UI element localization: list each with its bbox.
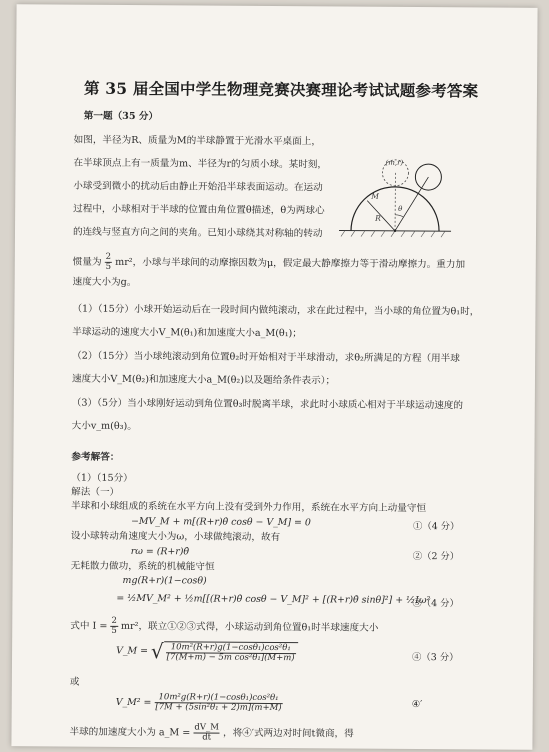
- question-1: 半球运动的速度大小V_M(θ₁)和加速度大小a_M(θ₁)；: [72, 326, 302, 340]
- page-title: 第 35 届全国中学生物理竞赛决赛理论考试试题参考答案: [83, 78, 479, 101]
- label-R: R: [375, 213, 381, 223]
- problem-line: 小球受到微小的扰动后由静止开始沿半球表面运动。在运动: [73, 180, 323, 194]
- label-mr: (m,r): [385, 158, 404, 167]
- label-M: M: [371, 191, 379, 201]
- label-theta: θ: [398, 204, 403, 213]
- hemisphere-diagram: [337, 150, 458, 247]
- question-1: （1）（15分）小球开始运动后在一段时间内做纯滚动，求在此过程中，当小球的角位置为θ₁时，: [72, 303, 480, 318]
- solution-text: 半球的加速度大小为 a_M = $\frac{dV\_M}{dt}$ ，将④′式两边对时间t微商，得: [69, 722, 354, 743]
- part-1-heading: （1）（15分）: [71, 472, 133, 485]
- reference-heading: 参考解答：: [71, 451, 120, 463]
- equation-2-number: ②（2 分）: [412, 550, 460, 563]
- equation-4-prime-number: ④′: [411, 698, 423, 711]
- question-2: （2）（15分）当小球纯滚动到角位置θ₂时开始相对于半球滑动，求θ₂所满足的方程（用半球: [72, 350, 460, 365]
- problem-line: [73, 253, 465, 275]
- problem-line: 在半球顶点上有一质量为m、半径为r的匀质小球。某时刻，: [73, 157, 328, 171]
- problem-heading: 第一题（35 分）: [83, 110, 159, 123]
- problem-line: 如图，半径为R、质量为M的半球静置于光滑水平桌面上，: [73, 134, 321, 148]
- problem-line: 过程中，小球相对于半球的位置由角位置θ描述，θ为两球心: [73, 203, 325, 217]
- equation-4: V_M = √ $\frac{\text{10m²(R+r)g(1−cosθ₁)cos²θ₁}}{\text{[7(M+m) − 5m cos²θ₁](M+m)}}$: [116, 639, 298, 664]
- problem-text: 惯量为: [72, 256, 102, 268]
- solution-text: 半球和小球组成的系统在水平方向上没有受到外力作用，系统在水平方向上动量守恒: [71, 500, 427, 515]
- question-3: 大小v_m(θ₃)。: [71, 420, 137, 433]
- solution-text: 或: [69, 676, 80, 688]
- question-2: 速度大小V_M(θ₂)和加速度大小a_M(θ₂)以及题给条件表示）；: [71, 373, 336, 387]
- inertia-fraction: $\frac{2}{5}$: [105, 251, 112, 272]
- answer-sheet-page: [11, 4, 537, 750]
- solution-text: 无耗散力做功，系统的机械能守恒: [70, 560, 215, 573]
- inertia-fraction-2: $\frac{2}{5}$: [111, 615, 117, 636]
- equation-4-number: ④（3 分）: [412, 651, 459, 664]
- equation-3-number: ③（4 分）: [412, 597, 459, 610]
- solution-text: 设小球转动角速度大小为ω，小球做纯滚动，故有: [70, 530, 281, 544]
- method-heading: 解法（一）: [71, 486, 120, 498]
- equation-4-prime: V_M² = $\frac{\text{10m²g(R+r)(1−cosθ₁)cos²θ₁}}{\text{[7M + (5sin²θ₁ + 2)m](m+M)}}$: [115, 692, 282, 714]
- equation-2: rω = (R+r)θ̇: [130, 546, 190, 558]
- equation-1-number: ①（4 分）: [412, 520, 460, 533]
- equation-1: −MV_M + m[(R+r)θ̇ cosθ − V_M] = 0: [130, 516, 311, 529]
- equation-3a: mg(R+r)(1−cosθ): [122, 574, 207, 587]
- problem-line: 的连线与竖直方向之间的夹角。已知小球绕其对称轴的转动: [72, 226, 323, 240]
- equation-3b: = ½MV_M² + ½m[[(R+r)θ̇ cosθ − V_M]² + [(R+r)θ̇ sinθ]²] + ½Iω²: [116, 592, 431, 607]
- solution-text: 式中 I = $\frac{2}{5}$ mr²，联立①②③式得，小球运动到角位置θ₁时半球速度大小: [70, 615, 379, 636]
- problem-text: mr²，小球与半球间的动摩擦因数为μ，假定最大静摩擦力等于滑动摩擦力。重力加: [115, 256, 466, 271]
- problem-line: 速度大小为g。: [72, 276, 137, 289]
- question-3: （3）（5分）当小球刚好运动到角位置θ₃时脱离半球，求此时小球质心相对于半球运动速度的: [71, 397, 464, 412]
